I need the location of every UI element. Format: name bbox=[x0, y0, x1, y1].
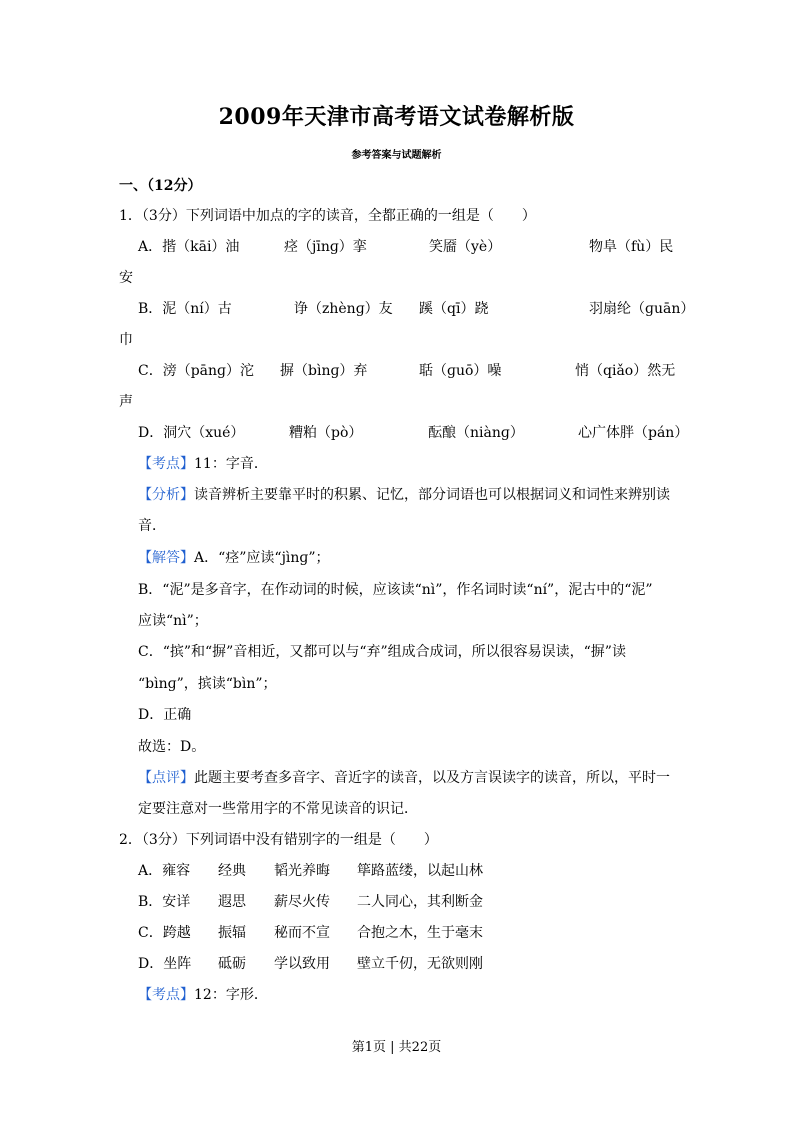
q1-c-2: 摒（bìnɡ）弃 bbox=[280, 363, 368, 379]
q2-d-3: 学以致用 bbox=[274, 956, 330, 972]
q1-c-wrap: 声 bbox=[119, 394, 133, 410]
q1-fenxi bbox=[138, 485, 670, 505]
q2-c-2: 振辐 bbox=[218, 925, 246, 941]
q1-jieda-c: C．“摈”和“摒”音相近，又都可以与“弃”组成合成词，所以很容易误读，“摒”读 bbox=[138, 644, 626, 660]
q1-a-3: 笑靥（yè） bbox=[429, 239, 502, 255]
q2-d-1: D．坐阵 bbox=[138, 956, 192, 972]
q1-a-4: 物阜（fù）民 bbox=[589, 239, 674, 255]
q1-b-wrap: 巾 bbox=[119, 332, 133, 348]
page-footer: 第1页 | 共22页 bbox=[351, 1040, 442, 1055]
q1-c-4: 悄（qiǎo）然无 bbox=[575, 363, 676, 379]
q1-a-1: A．揩（kāi）油 bbox=[138, 239, 240, 255]
q2-stem: 2．（3分）下列词语中没有错别字的一组是（ ） bbox=[119, 832, 438, 848]
q2-kaodian bbox=[138, 985, 268, 1005]
q2-d-2: 砥砺 bbox=[218, 956, 246, 972]
q2-kaodian-text: 12：字形． bbox=[194, 987, 268, 1003]
q1-b-4: 羽扇纶（ɡuān） bbox=[589, 301, 695, 317]
q2-c-4: 合抱之木，生于毫末 bbox=[357, 925, 483, 941]
q2-a-3: 韬光养晦 bbox=[274, 863, 330, 879]
q2-d-4: 壁立千仞，无欲则刚 bbox=[357, 956, 483, 972]
q1-b-1: B．泥（ní）古 bbox=[138, 301, 232, 317]
q1-d-2: 糟粕（pò） bbox=[289, 425, 363, 441]
q1-jieda bbox=[138, 548, 330, 568]
q2-b-1: B．安详 bbox=[138, 894, 191, 910]
q1-b-2: 诤（zhènɡ）友 bbox=[294, 301, 393, 317]
q1-a-2: 痉（jīnɡ）挛 bbox=[284, 239, 367, 255]
q1-jieda-d: D．正确 bbox=[138, 707, 192, 723]
q2-b-3: 薪尽火传 bbox=[274, 894, 330, 910]
q2-b-2: 遐思 bbox=[218, 894, 246, 910]
q1-b-3: 蹊（qī）跷 bbox=[419, 301, 489, 317]
q1-fenxi-cont: 音． bbox=[138, 518, 166, 534]
q2-kaodian-tag: 【考点】 bbox=[138, 987, 194, 1003]
q2-b-4: 二人同心，其利断金 bbox=[357, 894, 483, 910]
q2-a-1: A．雍容 bbox=[138, 863, 191, 879]
q2-a-4: 筚路蓝缕，以起山林 bbox=[357, 863, 483, 879]
q1-jieda-b: B．“泥”是多音字，在作动词的时候，应该读“nì”，作名词时读“ní”，泥古中的“泥” bbox=[138, 582, 653, 598]
fenxi-tag: 【分析】 bbox=[138, 487, 194, 503]
q1-kaodian bbox=[138, 454, 268, 474]
q1-d-4: 心广体胖（pán） bbox=[578, 425, 689, 441]
q2-c-1: C．跨越 bbox=[138, 925, 191, 941]
q2-a-2: 经典 bbox=[218, 863, 246, 879]
q1-d-3: 酝酿（niànɡ） bbox=[428, 425, 524, 441]
q2-c-3: 秘而不宣 bbox=[274, 925, 330, 941]
q1-stem: 1．（3分）下列词语中加点的字的读音，全都正确的一组是（ ） bbox=[119, 208, 536, 224]
fenxi-text: 读音辨析主要靠平时的积累、记忆，部分词语也可以根据词义和词性来辨别读 bbox=[194, 487, 670, 503]
q1-c-1: C．滂（pānɡ）沱 bbox=[138, 363, 254, 379]
q1-dianping bbox=[138, 768, 670, 788]
jieda-tag: 【解答】 bbox=[138, 550, 194, 566]
kaodian-text: 11：字音． bbox=[194, 456, 268, 472]
q1-answer: 故选：D。 bbox=[138, 739, 206, 755]
q1-a-wrap: 安 bbox=[119, 270, 133, 286]
q1-dianping-cont: 定要注意对一些常用字的不常见读音的识记． bbox=[138, 801, 418, 817]
page-subtitle: 参考答案与试题解析 bbox=[351, 150, 442, 161]
q1-c-3: 聒（ɡuō）噪 bbox=[419, 363, 502, 379]
dianping-text: 此题主要考查多音字、音近字的读音，以及方言误读字的读音，所以，平时一 bbox=[194, 770, 670, 786]
kaodian-tag: 【考点】 bbox=[138, 456, 194, 472]
jieda-text: A．“痉”应读“jìnɡ”； bbox=[194, 550, 330, 566]
dianping-tag: 【点评】 bbox=[138, 770, 194, 786]
page-title: 2009年天津市高考语文试卷解析版 bbox=[218, 104, 575, 130]
q1-jieda-c-cont: “bìnɡ”，摈读“bìn”； bbox=[138, 676, 277, 692]
q1-d-1: D．洞穴（xué） bbox=[138, 425, 245, 441]
q1-jieda-b-cont: 应读“nì”； bbox=[138, 613, 208, 629]
section-heading: 一、（12分） bbox=[119, 178, 202, 194]
